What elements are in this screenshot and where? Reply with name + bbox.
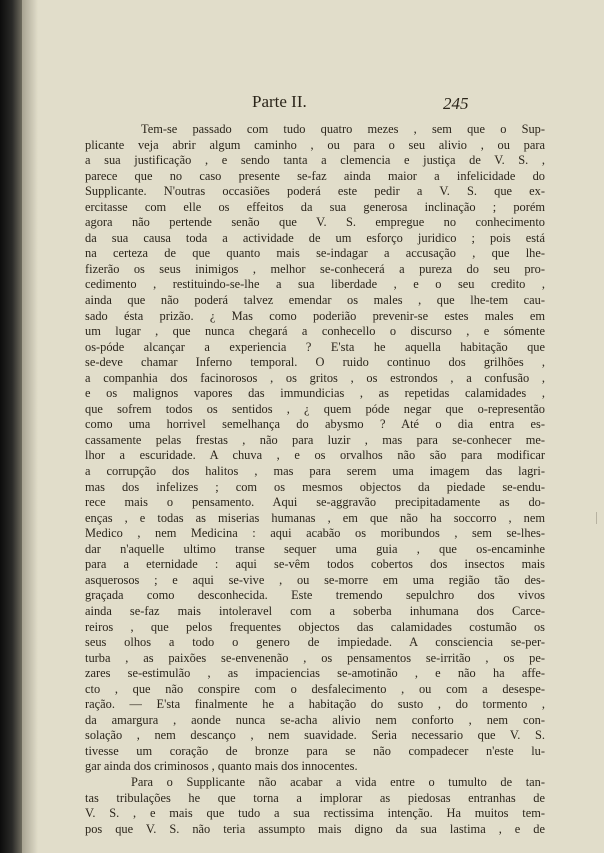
- text-line: V. S. , e mais que tudo a sua rectissima intenção. Ha muitos tem-: [85, 806, 545, 821]
- header-title: Parte II.: [252, 92, 307, 111]
- text-line: Supplicante. N'outras occasiões poderá este pedir a V. S. que ex-: [85, 184, 545, 199]
- text-line: gar ainda dos criminosos , quanto mais dos innocentes.: [85, 759, 358, 774]
- text-line: e os malignos vapores das immundicias , as repetidas calamidades ,: [85, 386, 545, 401]
- text-line: plicante veja abrir algum caminho , ou para o seu alivio , ou para: [85, 137, 545, 152]
- text-line: pos que V. S. não teria assumpto mais digno da sua lastima , e de: [85, 821, 545, 836]
- text-line: na certeza de que quanto mais se-indagar a accusação , que lhe-: [85, 246, 545, 261]
- text-line: para a eternidade : aqui se-vêm todos cobertos dos insectos mais: [85, 557, 545, 572]
- text-line: fizerão os seus inimigos , melhor se-conhecerá a pureza do seu pro-: [85, 261, 545, 276]
- text-line: da amargura , aonde nunca se-acha alivio nem conforto , nem con-: [85, 712, 545, 727]
- text-line: tivesse um coração de bronze para se não compadecer n'este lu-: [85, 743, 545, 758]
- text-line: lhor a escuridade. A chuva , e os orvalhos não são para modificar: [85, 448, 545, 463]
- text-line: Para o Supplicante não acabar a vida entre o tumulto de tan-: [131, 774, 545, 789]
- text-line: ainda se-faz mais intoleravel com a soberba inhumana dos Carce-: [85, 603, 545, 618]
- text-line: enças , e todas as miserias humanas , em que não ha soccorro , nem: [85, 510, 545, 525]
- text-line: cto , que não conspire com o desfalecimento , ou com a desespe-: [85, 681, 545, 696]
- text-line: Tem-se passado com tudo quatro mezes , sem que o Sup-: [141, 122, 545, 136]
- text-line: cedimento , restituindo-se-lhe a sua liberdade , e o seu credito ,: [85, 277, 545, 292]
- text-line: graçada como desconhecida. Este tremendo sepulchro dos vivos: [85, 588, 545, 603]
- text-line: tas tribulações he que torna a implorar as piedosas entranhas de: [85, 790, 545, 805]
- text-line: turba , as paixões se-envenenão , os pensamentos se-irritão , os pe-: [85, 650, 545, 665]
- text-line: a companhia dos facinorosos , os gritos , os estrondos , a confusão ,: [85, 370, 545, 385]
- page-fold-shadow: [22, 0, 38, 853]
- book-page: [22, 0, 604, 853]
- text-line: solação , nem descanço , nem suavidade. Seria necessario que V. S.: [85, 728, 545, 743]
- text-line: que sofrem todos os sentidos , ¿ quem póde negar que o-representão: [85, 401, 545, 416]
- text-line: a sua justificação , e sendo tanta a clemencia e justiça de V. S. ,: [85, 153, 545, 168]
- text-line: reiros , que pelos frequentes objectos das calamidades costumão os: [85, 619, 545, 634]
- text-line: zares se-estimulão , as impaciencias se-amotinão , e não ha affe-: [85, 666, 545, 681]
- text-line: ração. — E'sta finalmente he a habitação do susto , do tormento ,: [85, 697, 545, 712]
- text-line: ercitasse com elle os effeitos da sua generosa inclinação ; porém: [85, 199, 545, 214]
- text-line: agora não pertende senão que V. S. empregue no conhecimento: [85, 215, 545, 230]
- text-line: rece mais o pensamento. Aqui se-aggravão precipitadamente as do-: [85, 495, 545, 510]
- running-header: [22, 92, 604, 118]
- text-line: cassamente pelas frestas , não para luzir , mas para se-conhecer me-: [85, 432, 545, 447]
- text-line: ainda que não poderá talvez emendar os males , que lhe-tem cau-: [85, 293, 545, 308]
- text-line: seus olhos a todo o genero de impiedade. A consciencia se-per-: [85, 635, 545, 650]
- text-line: se-deve chamar Inferno temporal. O ruido continuo dos grilhões ,: [85, 355, 545, 370]
- text-line: a corrupção dos halitos , mas para serem uma imagem das lagri-: [85, 464, 545, 479]
- margin-mark: [596, 512, 603, 524]
- text-line: da sua causa toda a actividade de um esforço juridico ; pois está: [85, 230, 545, 245]
- text-line: mas dos infelizes ; com os mesmos objectos da piedade se-endu-: [85, 479, 545, 494]
- text-line: dar n'aquelle ultimo transe sequer uma guia , que os-encaminhe: [85, 541, 545, 556]
- text-line: um lugar , que nunca chegará a conhecello o discurso , e sómente: [85, 324, 545, 339]
- text-line: parece que no caso presente se-faz ainda maior a infelicidade do: [85, 168, 545, 183]
- text-line: Medico , nem Medicina : aqui acabão os moribundos , sem se-lhes-: [85, 526, 545, 541]
- page-number: 245: [443, 94, 469, 113]
- text-line: asquerosos ; e aqui se-vive , ou se-morre em uma região tão des-: [85, 572, 545, 587]
- text-line: sado ésta prizão. ¿ Mas como poderião prevenir-se estes males em: [85, 308, 545, 323]
- body-text: [85, 122, 545, 837]
- text-line: os-póde alcançar a experiencia ? E'sta he aquella habitação que: [85, 339, 545, 354]
- text-line: como uma horrivel semelhança do abysmo ? Até o dia entra es-: [85, 417, 545, 432]
- binding-gutter: [0, 0, 22, 853]
